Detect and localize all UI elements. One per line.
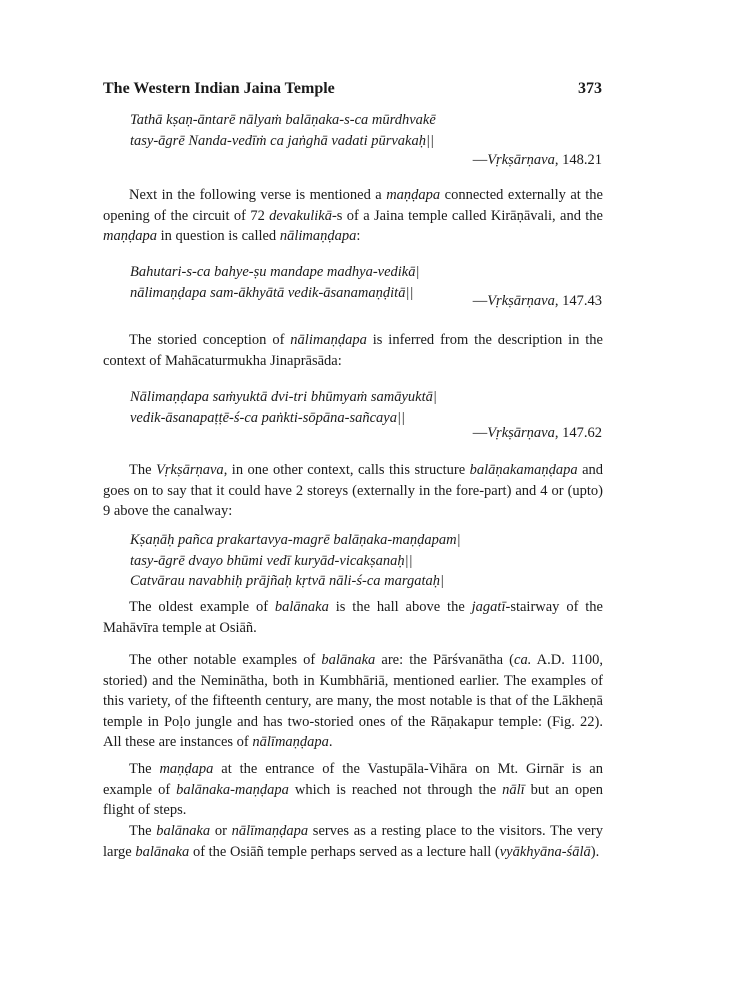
verse-block-3 — [130, 387, 437, 428]
citation-ref: , 147.62 — [554, 425, 602, 441]
paragraph-7: The balānaka or nālīmaṇḍapa serves as a resting place to the visitors. The very large balānaka of the Osiāñ temple perhaps served as a lecture hall (vyākhyāna-śālā). — [103, 823, 603, 860]
verse-block-1 — [130, 110, 436, 151]
page-header — [103, 80, 602, 104]
verse-line: Tathā kṣaṇ-āntarē nālyaṁ balāṇaka-s-ca mūrdhvakē — [130, 112, 436, 128]
verse-citation-1: —Vṛkṣārṇava, 148.21 — [472, 152, 602, 168]
verse-line: Bahutari-s-ca bahye-ṣu mandape madhya-vedikā| — [130, 264, 420, 280]
paragraph-4: The oldest example of balānaka is the hall above the jagatī-stairway of the Mahāvīra temple at Osiāñ. — [103, 599, 603, 636]
verse-citation-2: —Vṛkṣārṇava, 147.43 — [472, 293, 602, 309]
paragraph-3: The Vṛkṣārṇava, in one other context, calls this structure balāṇakamaṇḍapa and goes on to say that it could have 2 storeys (externally in the fore-part) and 4 or (upto) 9 above the canalway: — [103, 462, 604, 519]
verse-line: Kṣaṇāḥ pañca prakartavya-magrē balāṇaka-maṇḍapam| — [130, 532, 461, 548]
paragraph-6: The maṇḍapa at the entrance of the Vastupāla-Vihāra on Mt. Girnār is an example of balānaka-maṇḍapa which is reached not through the nālī but an open flight of steps. — [103, 761, 604, 818]
verse-block-4 — [130, 530, 461, 592]
citation-work: Vṛkṣārṇava — [487, 152, 555, 168]
verse-line: vedik-āsanapaṭṭē-ś-ca paṅkti-sōpāna-sañcaya|| — [130, 409, 405, 426]
paragraph-5: The other notable examples of balānaka are: the Pārśvanātha (ca. A.D. 1100, storied) and the Neminātha, both in Kumbhāriā, mentioned earlier. The examples of this variety, of the fifteenth century, are many, the most notable is that of the Lākheṇā temple in Poḷo jungle and has two-storied ones of the Rāṇakapur temple: (Fig. 22). All these are instances of nālīmaṇḍapa. — [103, 652, 603, 750]
verse-citation-3: —Vṛkṣārṇava, 147.62 — [472, 425, 602, 441]
paragraph-2: The storied conception of nālimaṇḍapa is inferred from the description in the context of Mahācaturmukha Jinaprāsāda: — [103, 332, 603, 369]
citation-ref: , 147.43 — [554, 293, 602, 309]
page-number: 373 — [578, 80, 602, 97]
verse-line: Nālimaṇḍapa saṁyuktā dvi-tri bhūmyaṁ samāyuktā| — [130, 389, 437, 405]
verse-line: tasy-āgrē dvayo bhūmi vedī kuryād-vicakṣanaḥ|| — [130, 552, 413, 569]
verse-line: Catvārau navabhiḥ prājñaḥ kṛtvā nāli-ś-ca margataḥ| — [130, 573, 444, 589]
citation-work: Vṛkṣārṇava — [487, 425, 555, 441]
verse-line: tasy-āgrē Nanda-vedīṁ ca jaṅghā vadati pūrvakaḥ|| — [130, 132, 434, 149]
verse-block-2 — [130, 262, 419, 303]
running-title: The Western Indian Jaina Temple — [103, 80, 335, 97]
citation-work: Vṛkṣārṇava — [487, 293, 555, 309]
citation-ref: , 148.21 — [554, 152, 602, 168]
paragraph-1: Next in the following verse is mentioned a maṇḍapa connected externally at the opening of the circuit of 72 devakulikā-s of a Jaina temple called Kirāṇāvali, and the maṇḍapa in question is called nālimaṇḍapa: — [103, 187, 603, 244]
verse-line: nālimaṇḍapa sam-ākhyātā vedik-āsanamaṇḍitā|| — [130, 284, 414, 301]
